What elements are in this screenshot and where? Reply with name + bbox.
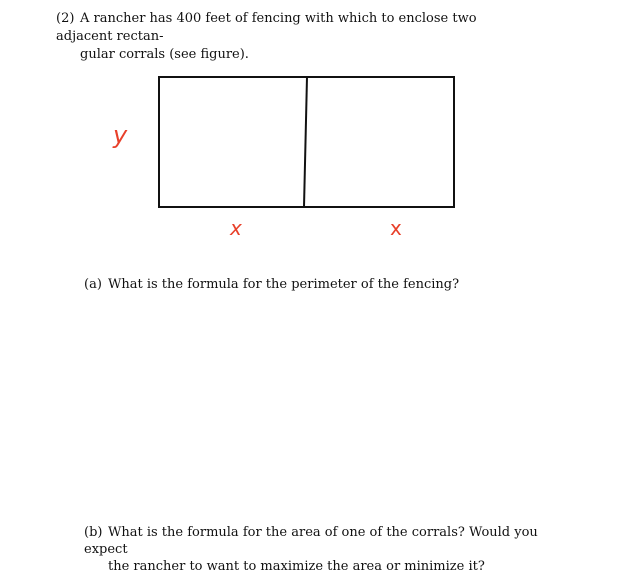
problem-text-line1: A rancher has 400 feet of fencing with which to enclose two adjacent rectan- bbox=[56, 11, 477, 44]
part-b-text-line2: the rancher to want to maximize the area or minimize it? bbox=[108, 559, 485, 574]
part-a bbox=[84, 276, 459, 293]
problem-text-line2: gular corrals (see figure). bbox=[80, 47, 249, 62]
corral-divider bbox=[304, 77, 307, 207]
part-b-label: (b) bbox=[84, 525, 103, 540]
problem-number: (2) bbox=[56, 11, 75, 26]
part-b bbox=[84, 524, 544, 575]
label-y: y bbox=[113, 121, 128, 149]
label-x-left: x bbox=[230, 216, 242, 240]
part-a-text: What is the formula for the perimeter of the fencing? bbox=[108, 277, 460, 292]
part-a-label: (a) bbox=[84, 277, 102, 292]
label-x-right: x bbox=[390, 216, 402, 240]
part-b-text-line1: What is the formula for the area of one of the corrals? Would you expect bbox=[84, 525, 538, 557]
